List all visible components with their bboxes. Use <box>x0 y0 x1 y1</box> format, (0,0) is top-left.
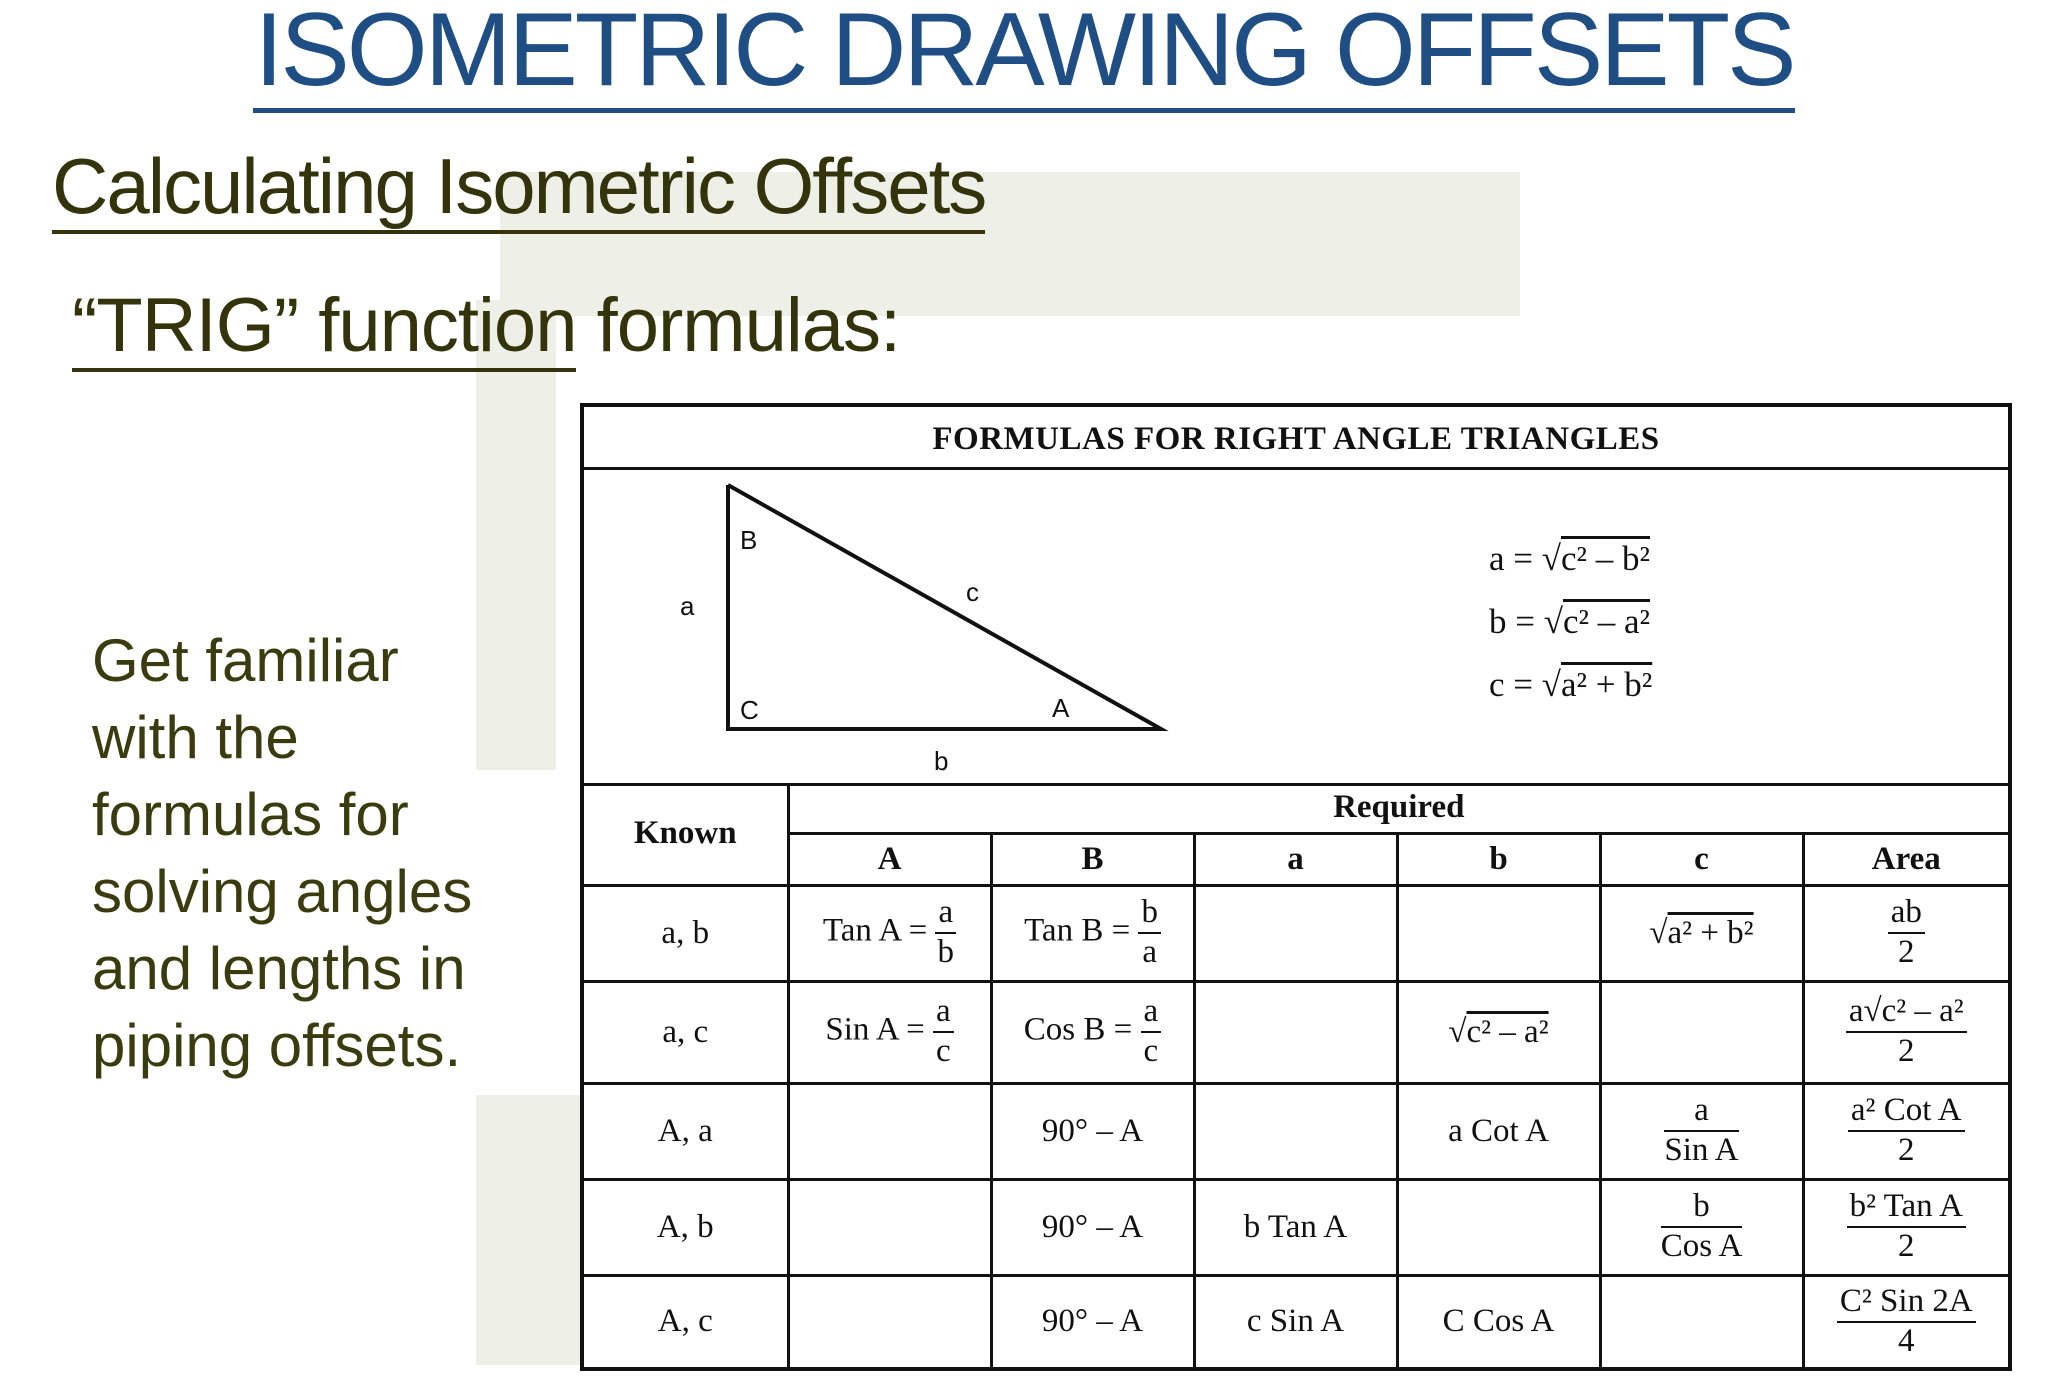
table-row <box>584 1179 2008 1275</box>
cell-b <box>1397 885 1600 981</box>
cell-A <box>788 1083 991 1179</box>
cell-B: 90° – A <box>991 1275 1194 1367</box>
known-cell: A, b <box>584 1179 788 1275</box>
cell-B: Cos B = $\frac{a}{c}$ <box>991 981 1194 1083</box>
known-header: Known <box>584 783 788 885</box>
background-decoration-bottom <box>476 1095 580 1365</box>
cell-a <box>1194 1083 1397 1179</box>
table-row <box>584 981 2008 1083</box>
known-cell: a, b <box>584 885 788 981</box>
col-header-area: Area <box>1803 833 2008 885</box>
cell-c <box>1600 981 1803 1083</box>
right-triangle-figure <box>584 467 2008 783</box>
vertex-b-label: B <box>740 525 758 555</box>
cell-c <box>1600 1275 1803 1367</box>
side-a-label: a <box>680 591 695 621</box>
formula-table <box>584 783 2008 1367</box>
triangle-shape <box>728 485 1161 729</box>
cell-c: √a² + b² <box>1600 885 1803 981</box>
cell-b: √c² – a² <box>1397 981 1600 1083</box>
pythagoras-formulas <box>1489 527 1652 716</box>
table-row <box>584 885 2008 981</box>
cell-c: $\frac{a}{\text{Sin A}}$ <box>1600 1083 1803 1179</box>
col-header-a: a <box>1194 833 1397 885</box>
col-header-b: b <box>1397 833 1600 885</box>
slide-description: Get familiar with the formulas for solving angles and lengths in piping offsets. <box>92 627 473 1079</box>
panel-title: FORMULAS FOR RIGHT ANGLE TRIANGLES <box>584 407 2008 470</box>
col-header-c: c <box>1600 833 1803 885</box>
cell-a <box>1194 981 1397 1083</box>
cell-a <box>1194 885 1397 981</box>
table-row <box>584 1083 2008 1179</box>
cell-A <box>788 1275 991 1367</box>
cell-A: Sin A = $\frac{a}{c}$ <box>788 981 991 1083</box>
known-cell: a, c <box>584 981 788 1083</box>
side-b-label: b <box>934 746 949 776</box>
cell-b: C Cos A <box>1397 1275 1600 1367</box>
subheading-underlined: “TRIG” function <box>72 283 576 372</box>
slide-title: ISOMETRIC DRAWING OFFSETS <box>0 0 2048 105</box>
known-cell: A, c <box>584 1275 788 1367</box>
cell-b: a Cot A <box>1397 1083 1600 1179</box>
col-header-A: A <box>788 833 991 885</box>
cell-area: $\frac{\text{a² Cot A}}{2}$ <box>1803 1083 2008 1179</box>
cell-b <box>1397 1179 1600 1275</box>
cell-A <box>788 1179 991 1275</box>
cell-a: c Sin A <box>1194 1275 1397 1367</box>
cell-B: 90° – A <box>991 1179 1194 1275</box>
pythagoras-a: a = √c² – b² <box>1489 539 1651 578</box>
pythagoras-c: c = √a² + b² <box>1489 665 1653 704</box>
slide-subheading <box>72 283 901 368</box>
table-row <box>584 1275 2008 1367</box>
formula-panel <box>580 403 2012 1371</box>
cell-B: 90° – A <box>991 1083 1194 1179</box>
cell-a: b Tan A <box>1194 1179 1397 1275</box>
vertex-c-label: C <box>740 695 759 725</box>
col-header-B: B <box>991 833 1194 885</box>
triangle-diagram <box>584 467 2008 786</box>
required-header: Required <box>788 783 2008 833</box>
cell-A: Tan A = $\frac{a}{b}$ <box>788 885 991 981</box>
cell-area: $\frac{\text{a√c² – a²}}{2}$ <box>1803 981 2008 1083</box>
cell-area: $\frac{\text{C² Sin 2A}}{4}$ <box>1803 1275 2008 1367</box>
pythagoras-b: b = √c² – a² <box>1489 602 1651 641</box>
cell-area: $\frac{\text{b² Tan A}}{2}$ <box>1803 1179 2008 1275</box>
cell-B: Tan B = $\frac{b}{a}$ <box>991 885 1194 981</box>
side-c-label: c <box>966 577 979 607</box>
vertex-a-label: A <box>1052 693 1070 723</box>
slide-subtitle: Calculating Isometric Offsets <box>52 146 985 228</box>
cell-area: $\frac{ab}{2}$ <box>1803 885 2008 981</box>
cell-c: $\frac{b}{\text{Cos A}}$ <box>1600 1179 1803 1275</box>
known-cell: A, a <box>584 1083 788 1179</box>
subheading-rest: formulas: <box>576 283 901 368</box>
